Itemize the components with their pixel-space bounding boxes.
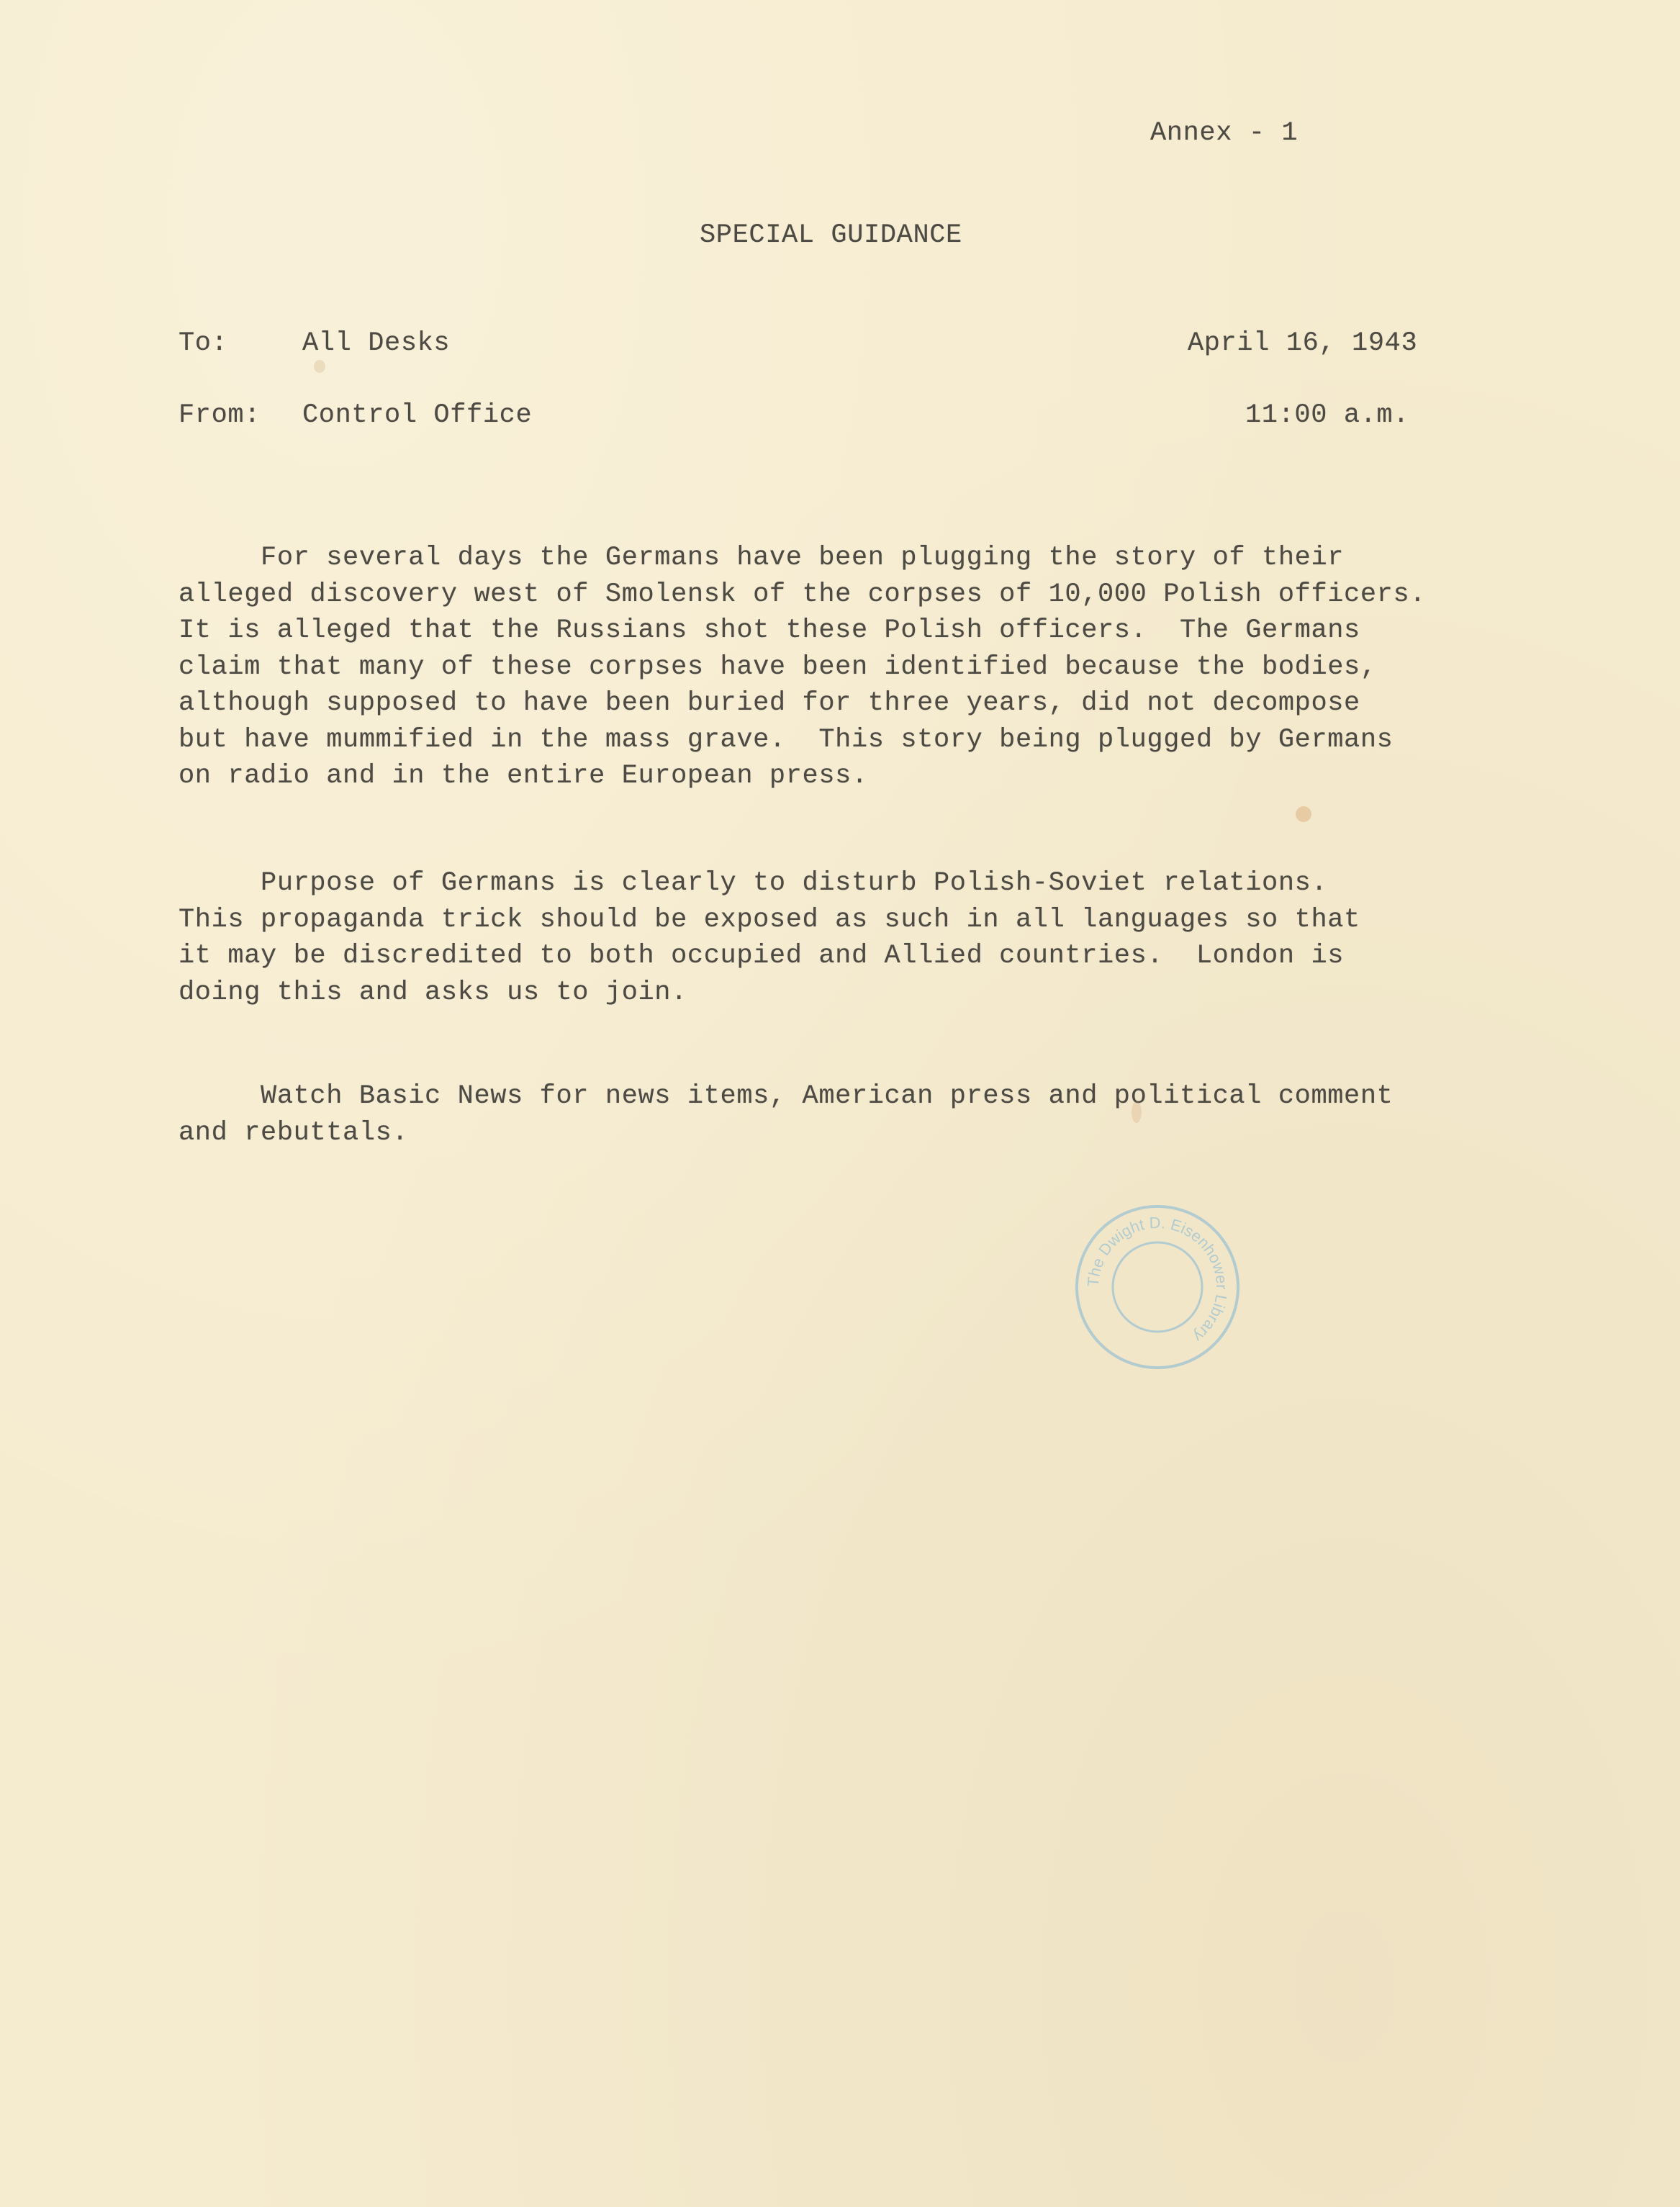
document-title: SPECIAL GUIDANCE bbox=[700, 220, 962, 251]
paper-stain bbox=[1296, 806, 1311, 822]
memo-date: April 16, 1943 bbox=[1188, 328, 1418, 358]
paragraph-line: doing this and asks us to join. bbox=[179, 977, 687, 1008]
paragraph-2 bbox=[179, 865, 1561, 1011]
paragraph-line: but have mummified in the mass grave. This story being plugged by Germans bbox=[179, 724, 1394, 755]
paragraph-3 bbox=[179, 1078, 1561, 1151]
paragraph-line: It is alleged that the Russians shot these Polish officers. The Germans bbox=[179, 615, 1360, 646]
paragraph-line: claim that many of these corpses have been identified because the bodies, bbox=[179, 651, 1377, 682]
memo-time: 11:00 a.m. bbox=[1245, 400, 1410, 430]
paragraph-line: Purpose of Germans is clearly to disturb Polish-Soviet relations. bbox=[179, 868, 1328, 898]
paragraph-line: Watch Basic News for news items, American press and political comment bbox=[179, 1081, 1394, 1111]
paragraph-line: on radio and in the entire European press. bbox=[179, 761, 868, 791]
stamp-inner-ring bbox=[1113, 1242, 1202, 1332]
from-label: From: bbox=[179, 400, 261, 430]
paragraph-line: For several days the Germans have been plugging the story of their bbox=[179, 543, 1345, 573]
paper-stain bbox=[314, 360, 325, 373]
paper-stain bbox=[1132, 1101, 1142, 1123]
to-label: To: bbox=[179, 328, 228, 358]
paragraph-1 bbox=[179, 540, 1561, 795]
from-value: Control Office bbox=[302, 400, 533, 430]
paragraph-line: although supposed to have been buried for three years, did not decompose bbox=[179, 688, 1360, 718]
library-stamp bbox=[1071, 1201, 1244, 1373]
to-value: All Desks bbox=[302, 328, 451, 358]
paragraph-line: This propaganda trick should be exposed as such in all languages so that bbox=[179, 904, 1360, 935]
paragraph-line: alleged discovery west of Smolensk of the corpses of 10,000 Polish officers. bbox=[179, 579, 1427, 610]
annex-label: Annex - 1 bbox=[1150, 118, 1299, 148]
paragraph-line: and rebuttals. bbox=[179, 1117, 409, 1148]
paragraph-line: it may be discredited to both occupied and Allied countries. London is bbox=[179, 941, 1345, 971]
stamp-text: The Dwight D. Eisenhower Library bbox=[1083, 1213, 1232, 1346]
